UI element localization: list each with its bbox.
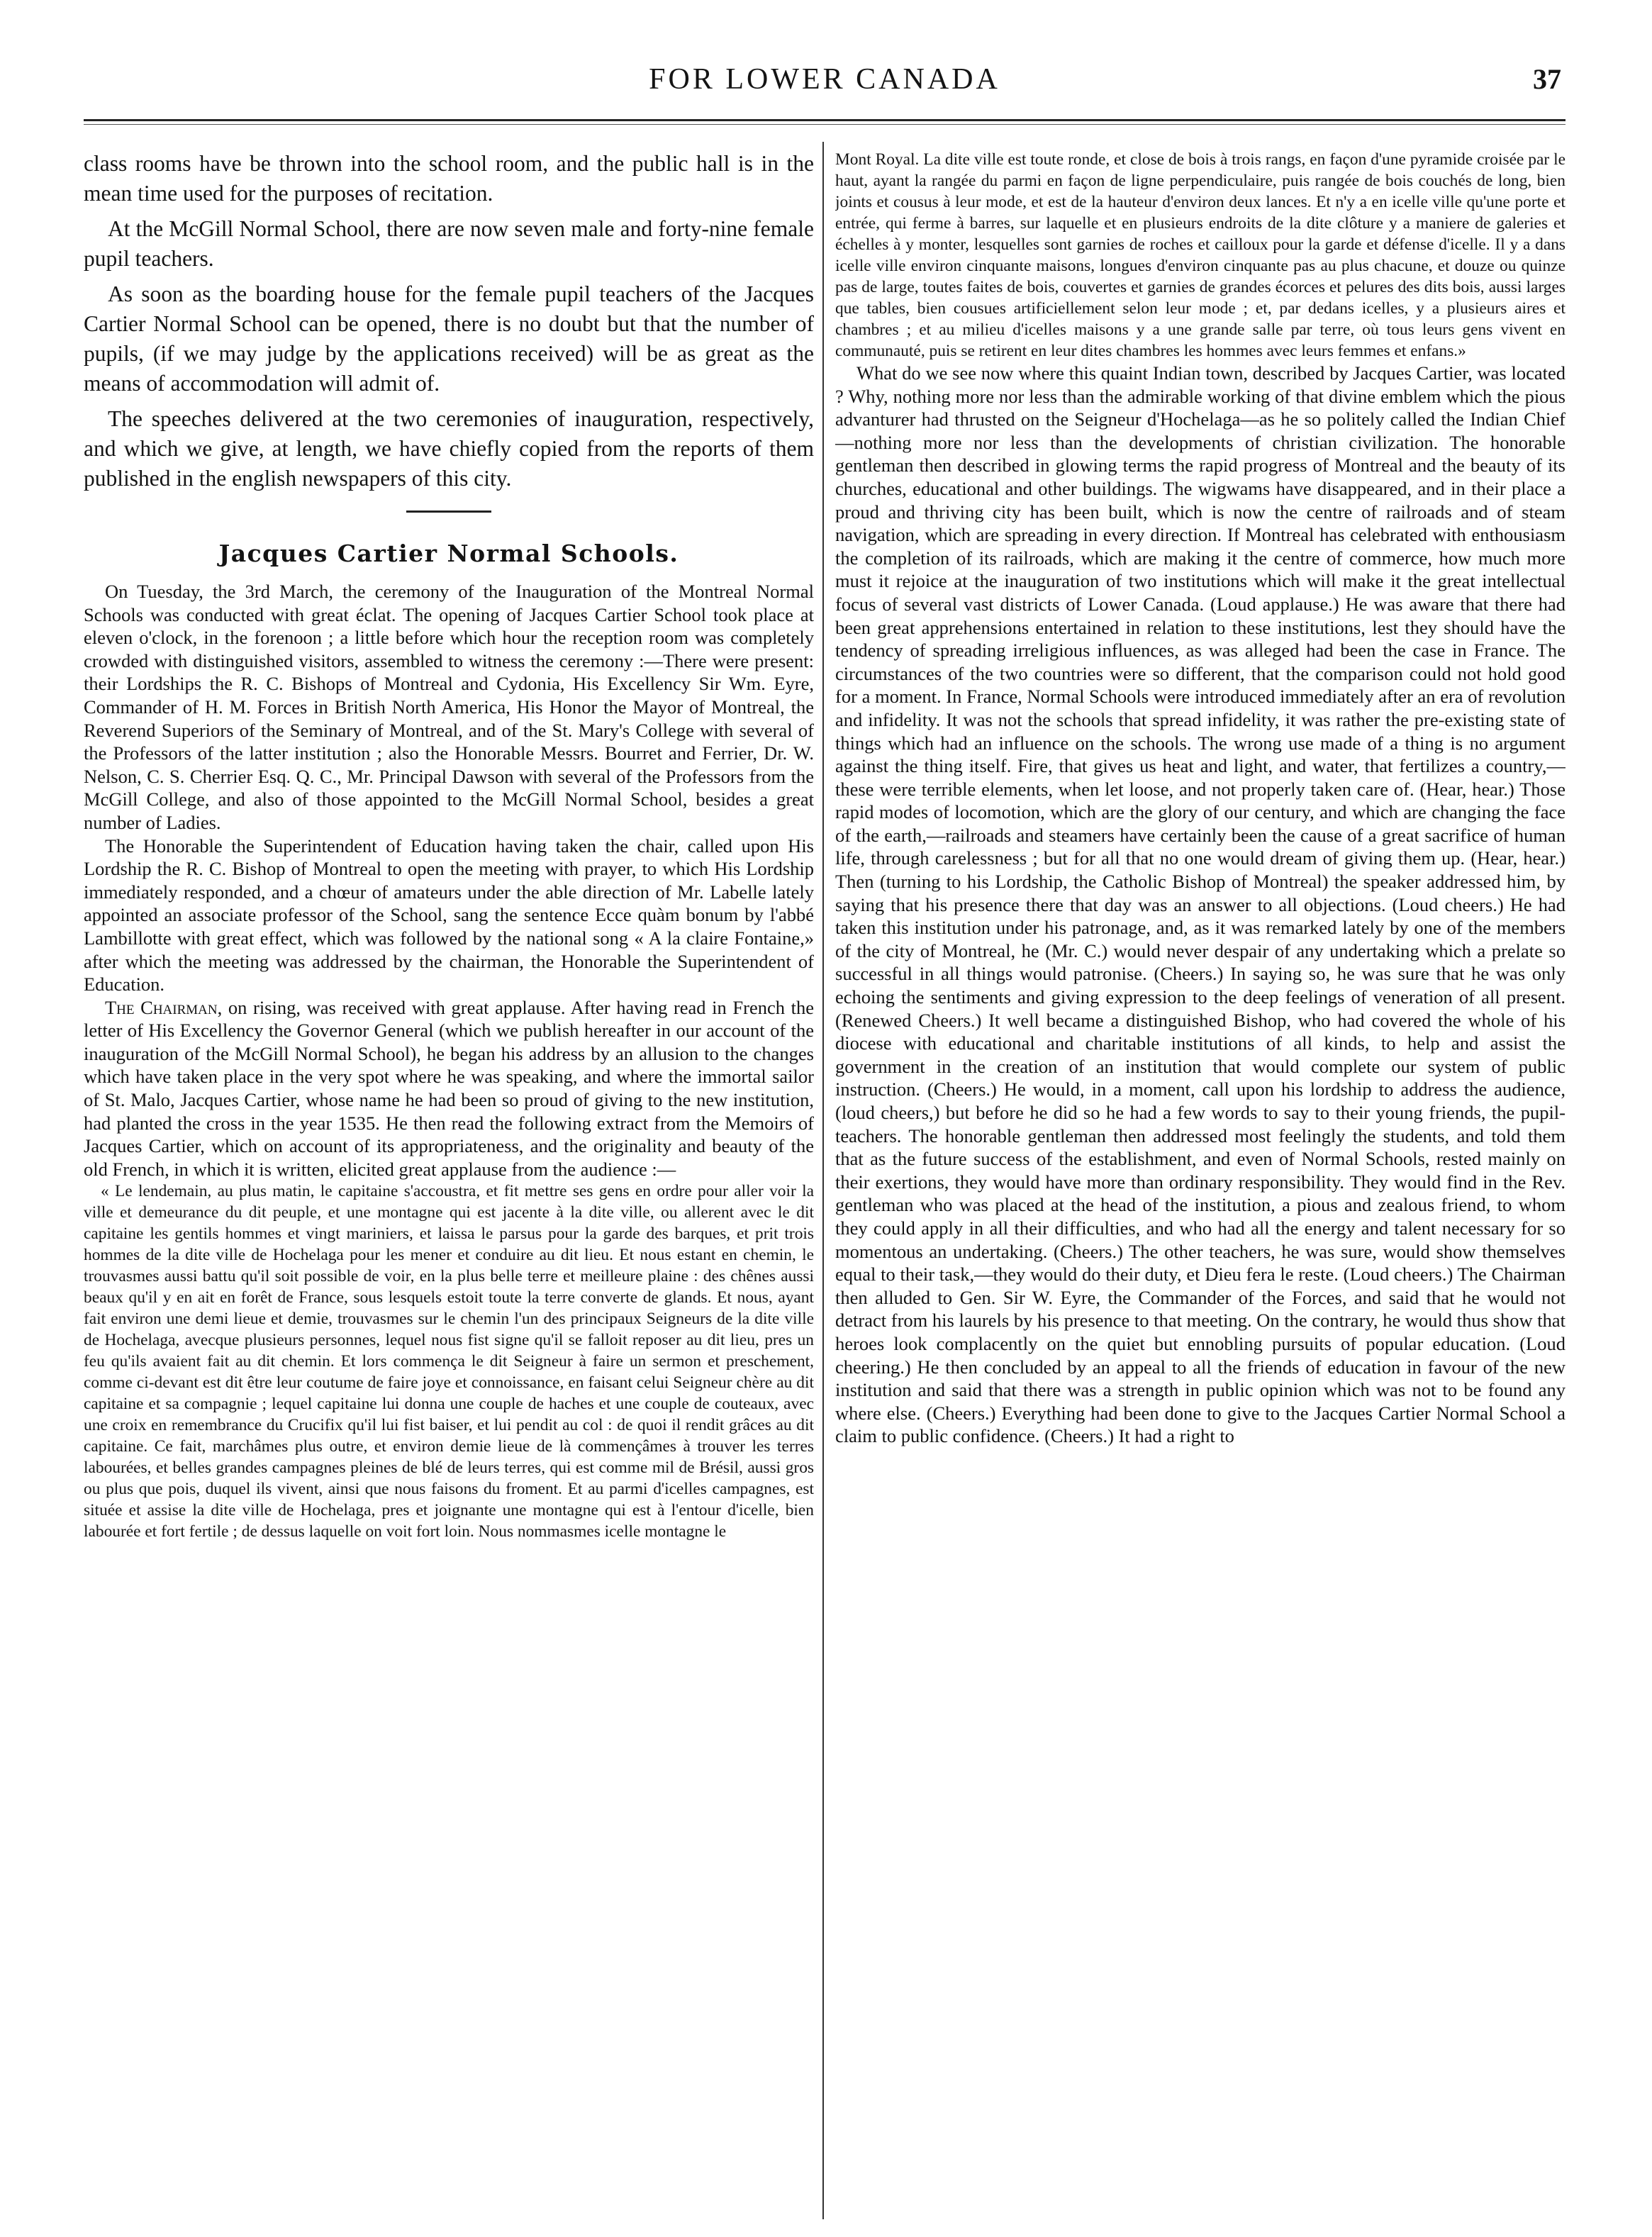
article-paragraph: On Tuesday, the 3rd March, the ceremony of the Inauguration of the Montreal Normal Schools was conducted with great éclat. The opening of Jacques Cartier School took place at eleven o'clock, in the forenoon ; a little before which hour the reception room was completely crowded with distinguished visitors, assembled to witness the ceremony :—There were present: their Lordships the R. C. Bishops of Montreal and Cydonia, His Excellency Sir Wm. Eyre, Commander of H. M. Forces in British North America, His Honor the Mayor of Montreal, the Reverend Superiors of the Seminary of Montreal, and of the St. Mary's College with several of the Professors of the latter institution ; also the Honorable Messrs. Bourret and Ferrier, Dr. W. Nelson, C. S. Cherrier Esq. Q. C., Mr. Principal Dawson with several of the Professors from the McGill College, and also of those appointed to the McGill Normal School, besides a great number of Ladies. xyxy=(84,581,814,833)
page-number: 37 xyxy=(1533,63,1561,95)
article-paragraph: The Honorable the Superintendent of Education having taken the chair, called upon His Lordship the R. C. Bishop of Montreal to open the meeting with prayer, to which His Lordship immediately responded, and a chœur of amateurs under the able direction of Mr. Labelle lately appointed an associate professor of the School, sang the sentence Ecce quàm bonum by l'abbé Lambillotte with great effect, which was followed by the national song « A la claire Fontaine,» after which the meeting was addressed by the chairman, the Honorable the Superintendent of Education. xyxy=(84,835,814,995)
chairman-text: on rising, was received with great applause. After having read in French the letter of His Excellency the Governor General (which we publish hereafter in our account of the inauguration of the McGill Normal School), he began his address by an allusion to the changes which have taken place in the very spot where he was speaking, and where the immortal sailor of St. Malo, Jacques Cartier, whose name he had been so proud of giving to the new institution, had planted the cross in the year 1535. He then read the following extract from the Memoirs of Jacques Cartier, which on account of its appropriateness, and the originality and beauty of the old French, in which it is written, elicited great applause from the audience :— xyxy=(84,996,814,1180)
intro-paragraph: The speeches delivered at the two ceremonies of inauguration, respectively, and which we give, at length, we have chiefly copied from the reports of them published in the english newspapers of this city. xyxy=(84,406,814,491)
right-column xyxy=(835,149,1566,2219)
intro-paragraph: class rooms have be thrown into the school room, and the public hall is in the mean time used for the purposes of recitation. xyxy=(84,151,814,206)
article-paragraph: What do we see now where this quaint Indian town, described by Jacques Cartier, was located ? Why, nothing more nor less than the admirable working of that divine emblem which the pious advanturer had thrusted on the Seigneur d'Hochelaga—as he so politely called the Indian Chief—nothing more nor less than the developments of christian civilization. The honorable gentleman then described in glowing terms the rapid progress of Montreal and the beauty of its churches, educational and other buildings. The wigwams have disappeared, and in their place a proud and thriving city has been built, which is now the centre of railroads and of steam navigation, which are spreading in every direction. If Montreal has celebrated with enthousiasm the completion of its railroads, which are making it the centre of commerce, how much more must it rejoice at the inauguration of two institutions which will make it the great intellectual focus of several vast districts of Lower Canada. (Loud applause.) He was aware that there had been great apprehensions entertained in relation to these institutions, lest they should have the tendency of spreading irreligious influences, as was alleged had been the case in France. The circumstances of the two countries were so different, that the comparison could not hold good for a moment. In France, Normal Schools were introduced immediately after an era of revolution and infidelity. It was not the schools that spread infidelity, it was rather the pre-existing state of things which had an influence on the schools. The wrong use made of a thing is no argument against the thing itself. Fire, that gives us heat and light, and water, that fertilizes a country,—these were terrible elements, when let loose, and not properly taken care of. (Hear, hear.) Those rapid modes of locomotion, which are the glory of our century, and which are changing the face of the earth,—railroads and steamers have certainly been the cause of a great sacrifice of human life, through carelessness ; but for all that no one would dream of giving them up. (Hear, hear.) Then (turning to his Lordship, the Catholic Bishop of Montreal) the speaker addressed him, by saying that his presence there that day was an answer to all objections. (Loud cheers.) He had taken this institution under his patronage, and, as it was remarked lately by one of the members of the city of Montreal, he (Mr. C.) would never despair of any undertaking which a prelate so successful in all things would patronise. (Cheers.) In saying so, he was sure that he was only echoing the sentiments and giving expression to the deep feelings of veneration of all present. (Renewed Cheers.) It well became a distinguished Bishop, who had covered the whole of his diocese with educational and charitable institutions of all kinds, to help and assist the government in the creation of an institution that would complete our system of public instruction. (Cheers.) He would, in a moment, call upon his lordship to address the audience, (loud cheers,) but before he did so he had a few words to say to their young friends, the pupil-teachers. The honorable gentleman then addressed most feelingly the students, and told them that as the future success of the establishment, and even of Normal Schools, rested mainly on their exertions, they would have more than ordinary responsibility. They would find in the Rev. gentleman who was placed at the head of the institution, a pious and zealous friend, to whom they could apply in all their difficulties, and who had all the energy and talent necessary for so momentous an undertaking. (Cheers.) The other teachers, he was sure, would show themselves equal to their task,—they would do their duty, et Dieu fera le reste. (Loud cheers.) The Chairman then alluded to Gen. Sir W. Eyre, the Commander of the Forces, and said that he would not detract from his laurels by his presence to that meeting. On the contrary, he would thus show that heroes look complacently on the quiet but ennobling pursuits of popular education. (Loud cheering.) He then concluded by an appeal to all the friends of education in favour of the new institution and said that there was a strength in public opinion which was not to be found any where else. (Cheers.) Everything had been done to give to the Jacques Cartier Normal School a claim to public confidence. (Cheers.) It had a right to xyxy=(835,362,1566,1447)
chairman-label: The Chairman, xyxy=(105,996,223,1018)
french-quote-continuation: Mont Royal. La dite ville est toute ronde, et close de bois à trois rangs, en façon d'une pyramide croisée par le haut, ayant la rangée du parmi en façon de ligne perpendiculaire, puis rangée de bois couchés de long, bien joints et cousus à leur mode, et est de la hauteur d'environ deux lances. Et n'y a en icelle ville qu'une porte et entrée, qui ferme à barres, sur laquelle et en plusieurs endroits de la dite clôture y a maniere de galeries et échelles à y monter, lesquelles sont garnies de roches et cailloux pour la garde et défense d'icelle. Il y a dans icelle ville environ cinquante maisons, longues d'environ cinquante pas au plus chacune, et douze ou quinze pas de large, toutes faites de bois, couvertes et garnies de grandes écorces et pelures des dits bois, aussi larges que tables, bien cousues artificiellement selon leur mode ; et, par dedans icelles, y a plusieurs aires et chambres ; et au milieu d'icelles maisons y a une grande salle par terre, où tous leurs gens vivent en communauté, puis se retirent en leur dites chambres les hommes avec leurs femmes et enfans.» xyxy=(835,150,1566,360)
section-heading: Jacques Cartier Normal Schools. xyxy=(218,540,679,567)
chairman-paragraph xyxy=(84,996,814,1181)
running-title: FOR LOWER CANADA xyxy=(649,63,1000,96)
page-header xyxy=(84,58,1566,104)
header-rule xyxy=(84,119,1566,125)
left-column xyxy=(84,149,814,2219)
french-quote: « Le lendemain, au plus matin, le capitaine s'accoustra, et fit mettre ses gens en ordre pour aller voir la ville et demeurance du dit peuple, et une montagne qui est jacente à la dite ville, ou allerent avec le dit capitaine les gentils hommes et vingt mariniers, et laissa le parsus pour la garde des barques, et prit trois hommes de la dite ville de Hochelaga pour les mener et conduire au dit lieu. Et nous estant en chemin, le trouvasmes aussi battu qu'il soit possible de voir, en la plus belle terre et meilleure plaine : des chênes aussi beaux qu'il y en ait en forêt de France, sous lesquels estoit toute la terre converte de glands. Et nous, ayant fait environ une demi lieue et demie, trouvasmes sur le chemin l'un des principaux Seigneurs de la dite ville de Hochelaga, avecque plusieurs personnes, lequel nous fist signe qu'il se falloit reposer au dit lieu, pres un feu qu'ils avaient fait au dit chemin. Et lors commença le dit Seigneur à faire un sermon et preschement, comme ci-devant est dit être leur coutume de faire joye et connoissance, en faisant celui Seigneur chère au dit capitaine et sa compagnie ; lequel capitaine lui donna une couple de haches et une couple de couteaux, avec une croix en remembrance du Crucifix qu'il lui fist baiser, et lui pendit au col : de quoi il rendit grâces au dit capitaine. Ce fait, marchâmes plus outre, et environ demie lieue de là commençâmes à trouver les terres labourées, et belles grandes campagnes pleines de blé de leurs terres, qui est comme mil de Brésil, aussi gros ou plus que pois, duquel ils vivent, ainsi que nous faisons du froment. Et au parmi d'icelles campagnes, est située et assise la dite ville de Hochelaga, pres et joignante une montagne qui est à l'entour d'icelle, bien labourée et fort fertile ; de dessus laquelle on voit fort loin. Nous nommasmes icelle montagne le xyxy=(84,1182,814,1541)
section-divider xyxy=(406,511,491,513)
intro-paragraph: At the McGill Normal School, there are now seven male and forty-nine female pupil teachers. xyxy=(84,216,814,271)
intro-paragraph: As soon as the boarding house for the female pupil teachers of the Jacques Cartier Normal School can be opened, there is no doubt but that the number of pupils, (if we may judge by the applications received) will be as great as the means of accommodation will admit of. xyxy=(84,281,814,396)
column-divider xyxy=(822,142,824,2219)
